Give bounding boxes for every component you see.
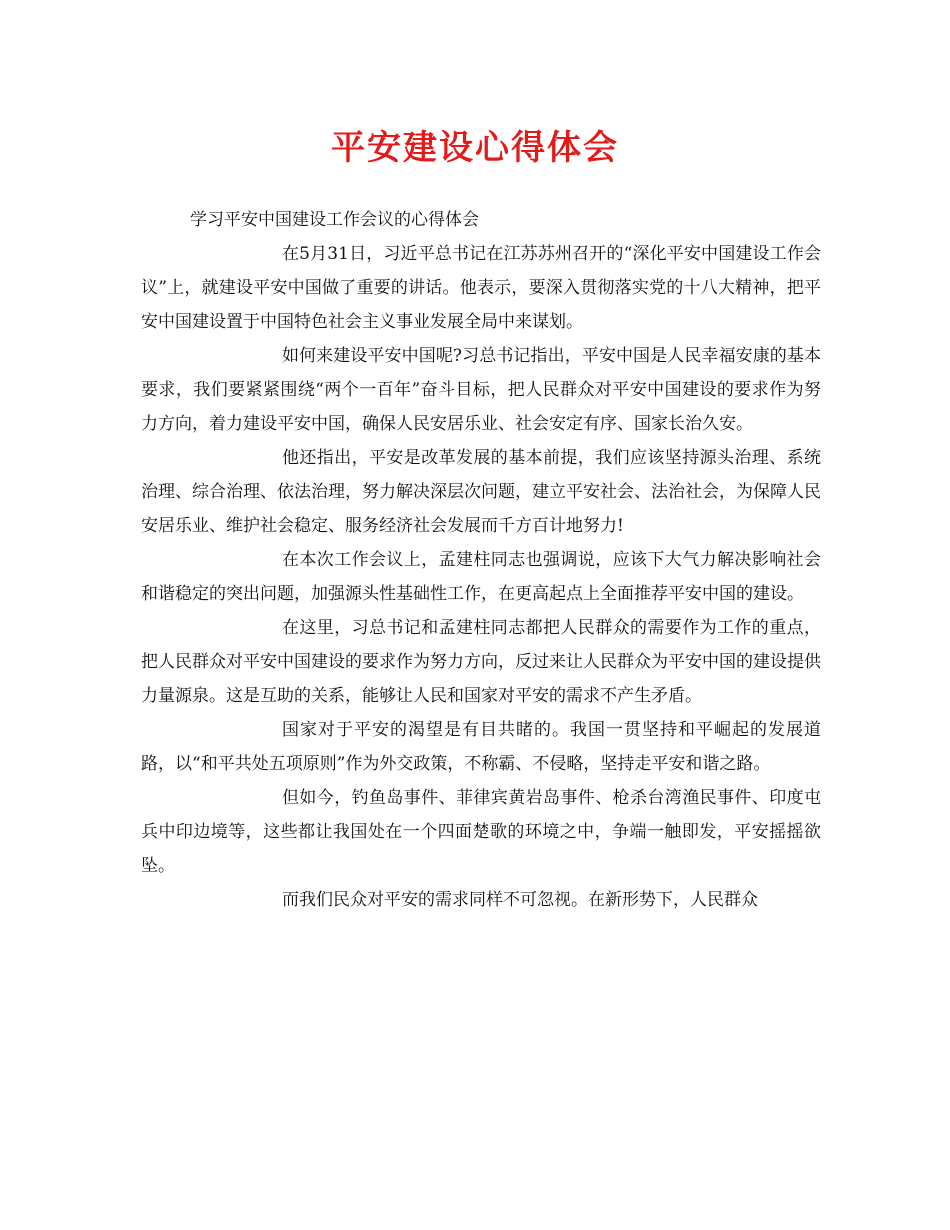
document-body: [141, 237, 821, 917]
paragraph: 在这里，习总书记和孟建柱同志都把人民群众的需要作为工作的重点，把人民群众对平安中国建设的要求作为努力方向，反过来让人民群众为平安中国的建设提供力量源泉。这是互助的关系，能够让人民和国家对平安的需求不产生矛盾。: [141, 618, 821, 706]
paragraph: 在5月31日，习近平总书记在江苏苏州召开的“深化平安中国建设工作会议”上，就建设平安中国做了重要的讲话。他表示，要深入贯彻落实党的十八大精神，把平安中国建设置于中国特色社会主义事业发展全局中来谋划。: [141, 244, 821, 332]
document-subtitle: 学习平安中国建设工作会议的心得体会: [190, 210, 479, 230]
paragraph: 他还指出，平安是改革发展的基本前提，我们应该坚持源头治理、系统治理、综合治理、依法治理，努力解决深层次问题，建立平安社会、法治社会，为保障人民安居乐业、维护社会稳定、服务经济社会发展而千方百计地努力!: [141, 448, 821, 536]
paragraph: 但如今，钓鱼岛事件、菲律宾黄岩岛事件、枪杀台湾渔民事件、印度屯兵中印边境等，这些都让我国处在一个四面楚歌的环境之中，争端一触即发，平安摇摇欲坠。: [141, 788, 821, 876]
paragraph: 而我们民众对平安的需求同样不可忽视。在新形势下，人民群众: [282, 890, 758, 910]
paragraph: 在本次工作会议上，孟建柱同志也强调说，应该下大气力解决影响社会和谐稳定的突出问题，加强源头性基础性工作，在更高起点上全面推荐平安中国的建设。: [141, 550, 821, 604]
paragraph: 国家对于平安的渴望是有目共睹的。我国一贯坚持和平崛起的发展道路，以“和平共处五项原则”作为外交政策，不称霸、不侵略，坚持走平安和谐之路。: [141, 720, 821, 774]
paragraph: 如何来建设平安中国呢?习总书记指出，平安中国是人民幸福安康的基本要求，我们要紧紧围绕“两个一百年”奋斗目标，把人民群众对平安中国建设的要求作为努力方向，着力建设平安中国，确保人民安居乐业、社会安定有序、国家长治久安。: [141, 346, 821, 434]
document-title: 平安建设心得体会: [331, 128, 619, 168]
